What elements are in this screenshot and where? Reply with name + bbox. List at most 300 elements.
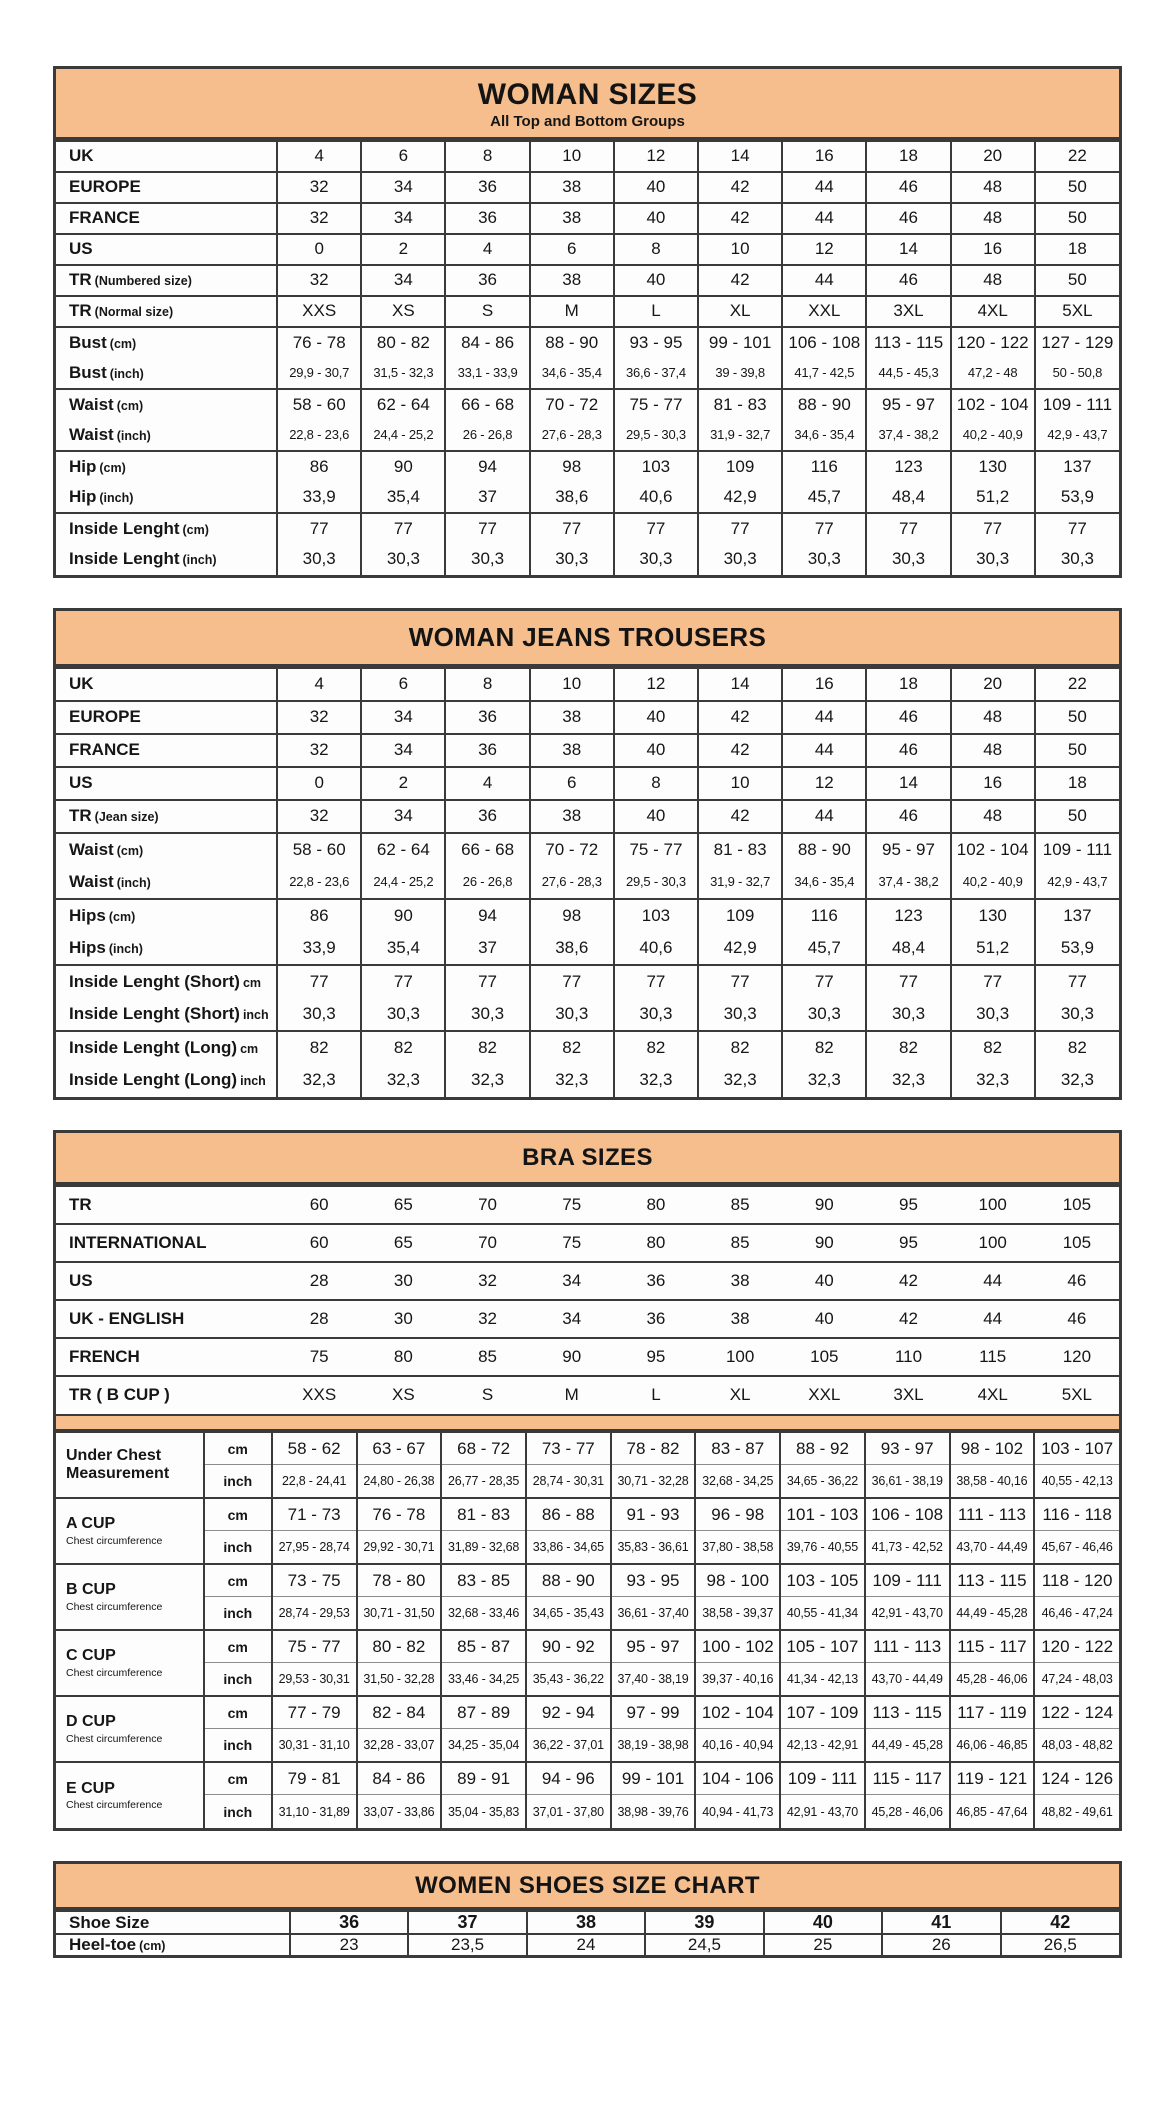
size-value: 22 [1035, 141, 1119, 172]
size-value: 33,1 - 33,9 [445, 358, 529, 389]
row-label-note: (cm) [139, 1939, 166, 1954]
size-value: 5XL [1035, 296, 1119, 327]
table-row [56, 833, 1119, 866]
row-label [56, 265, 277, 296]
size-value: 90 - 92 [526, 1630, 611, 1663]
size-value: 30,3 [698, 544, 782, 575]
table-row [56, 451, 1119, 482]
measurement-group-label [56, 1564, 204, 1630]
size-value: 95 - 97 [866, 833, 950, 866]
table-row [56, 296, 1119, 327]
size-value: 45,7 [782, 482, 866, 513]
size-value: 40 [614, 701, 698, 734]
size-value: 44,49 - 45,28 [950, 1597, 1035, 1630]
row-label [56, 866, 277, 899]
row-label-note: (cm) [116, 398, 144, 413]
size-value: 38,98 - 39,76 [611, 1795, 696, 1828]
size-value: 26 [882, 1934, 1000, 1955]
size-value: 32 [277, 172, 361, 203]
size-value: 37,4 - 38,2 [866, 420, 950, 451]
size-value: 46 [866, 734, 950, 767]
row-label-text: FRANCE [69, 208, 140, 227]
table-row [56, 1795, 1119, 1828]
size-value: 47,2 - 48 [951, 358, 1035, 389]
size-value: 26 - 26,8 [445, 420, 529, 451]
size-value: 2 [361, 767, 445, 800]
size-value: 44 [782, 800, 866, 833]
size-value: 6 [361, 141, 445, 172]
size-value: 32,68 - 33,46 [441, 1597, 526, 1630]
row-label [56, 668, 277, 701]
row-label-text: TR [69, 270, 92, 289]
row-label [56, 327, 277, 358]
row-label [56, 544, 277, 575]
size-value: 77 [951, 513, 1035, 544]
size-value: 77 [614, 513, 698, 544]
table-row [56, 932, 1119, 965]
size-value: 80 [614, 1186, 698, 1224]
size-value: 60 [277, 1224, 361, 1262]
women-shoes-table [53, 1861, 1122, 1958]
size-value: 50 [1035, 800, 1119, 833]
row-label-text: TR [69, 1194, 92, 1214]
table-row [56, 420, 1119, 451]
size-value: 85 [698, 1224, 782, 1262]
size-value: 32 [277, 800, 361, 833]
size-value: 32,3 [1035, 1064, 1119, 1097]
size-value: 45,67 - 46,46 [1034, 1531, 1119, 1564]
row-label-text: Heel-toe [69, 1935, 137, 1955]
size-value: XXL [782, 296, 866, 327]
size-value: 92 - 94 [526, 1696, 611, 1729]
size-value: 40 [614, 265, 698, 296]
size-value: 42,9 - 43,7 [1035, 866, 1119, 899]
size-value: 37 [408, 1911, 526, 1934]
size-value: 29,53 - 30,31 [272, 1663, 357, 1696]
size-value: L [614, 1376, 698, 1414]
size-value: 105 [1035, 1186, 1119, 1224]
row-label-note: (cm) [99, 460, 126, 475]
size-value: 42,9 [698, 482, 782, 513]
size-value: 39 - 39,8 [698, 358, 782, 389]
size-value: 107 - 109 [780, 1696, 865, 1729]
size-value: 109 - 111 [780, 1762, 865, 1795]
size-value: 27,6 - 28,3 [530, 420, 614, 451]
group-label-note: Chest circumference [66, 1799, 163, 1812]
size-value: 63 - 67 [357, 1432, 442, 1465]
size-value: 95 [866, 1224, 950, 1262]
size-value: 130 [951, 899, 1035, 932]
size-value: 85 - 87 [441, 1630, 526, 1663]
size-value: 34,6 - 35,4 [530, 358, 614, 389]
size-value: 38,58 - 40,16 [950, 1465, 1035, 1498]
size-value: 36 [290, 1911, 408, 1934]
row-label-text: Inside Lenght (Long) [69, 1070, 238, 1090]
size-value: 16 [951, 234, 1035, 265]
size-value: 77 [866, 965, 950, 998]
table-title: BRA SIZES [522, 1143, 653, 1171]
unit-label: cm [204, 1630, 272, 1663]
table-row [56, 1376, 1119, 1414]
size-value: 70 [445, 1186, 529, 1224]
size-value: 77 [361, 513, 445, 544]
row-label-note: (inch) [99, 490, 134, 505]
size-value: 10 [530, 668, 614, 701]
size-value: 43,70 - 44,49 [950, 1531, 1035, 1564]
size-value: 30,3 [951, 544, 1035, 575]
size-value: 73 - 75 [272, 1564, 357, 1597]
row-label-text: Waist [69, 424, 114, 444]
group-label-note: Chest circumference [66, 1666, 163, 1679]
size-value: 35,4 [361, 932, 445, 965]
size-value: 40 [614, 800, 698, 833]
table-subtitle: All Top and Bottom Groups [490, 112, 685, 130]
row-label [56, 701, 277, 734]
size-value: 30,3 [782, 998, 866, 1031]
row-label-text: FRANCE [69, 740, 140, 760]
size-value: 30,3 [782, 544, 866, 575]
size-value: 33,9 [277, 482, 361, 513]
size-value: 32 [445, 1262, 529, 1300]
row-label-note: (inch) [109, 366, 144, 381]
size-value: 88 - 90 [782, 833, 866, 866]
size-value: 8 [614, 767, 698, 800]
row-label-note: (cm) [182, 522, 209, 537]
size-value: 44 [782, 734, 866, 767]
size-value: 45,28 - 46,06 [865, 1795, 950, 1828]
size-value: 82 - 84 [357, 1696, 442, 1729]
row-label-note: (inch) [116, 428, 151, 443]
woman-jeans-grid [56, 667, 1119, 1097]
size-value: 85 [698, 1186, 782, 1224]
size-value: XL [698, 1376, 782, 1414]
size-value: 98 - 100 [695, 1564, 780, 1597]
size-value: 0 [277, 767, 361, 800]
size-value: 88 - 92 [780, 1432, 865, 1465]
unit-label: inch [204, 1597, 272, 1630]
woman-sizes-table [53, 66, 1122, 578]
size-value: 38 [530, 172, 614, 203]
size-value: 111 - 113 [950, 1498, 1035, 1531]
size-value: 42 [698, 203, 782, 234]
table-row [56, 389, 1119, 420]
size-value: 30,3 [1035, 544, 1119, 575]
unit-label: cm [204, 1564, 272, 1597]
size-value: 50 [1035, 172, 1119, 203]
size-value: 65 [361, 1224, 445, 1262]
size-value: 80 [361, 1338, 445, 1376]
size-value: 32 [277, 265, 361, 296]
size-value: 50 [1035, 203, 1119, 234]
size-value: 123 [866, 899, 950, 932]
size-value: 95 [866, 1186, 950, 1224]
size-value: 82 [361, 1031, 445, 1064]
size-value: 12 [614, 668, 698, 701]
size-value: 119 - 121 [950, 1762, 1035, 1795]
size-value: 39,37 - 40,16 [695, 1663, 780, 1696]
group-label-text: D CUP [66, 1713, 116, 1731]
size-value: 106 - 108 [782, 327, 866, 358]
size-value: 30,3 [614, 544, 698, 575]
row-label-text: FRENCH [69, 1346, 140, 1366]
size-value: 137 [1035, 899, 1119, 932]
size-value: 38 [698, 1262, 782, 1300]
row-label [56, 296, 277, 327]
size-value: 91 - 93 [611, 1498, 696, 1531]
size-value: 16 [782, 668, 866, 701]
size-value: 8 [445, 668, 529, 701]
group-label-text: C CUP [66, 1647, 116, 1665]
row-label-text: Shoe Size [69, 1912, 150, 1932]
size-value: 50 [1035, 734, 1119, 767]
size-value: XXL [782, 1376, 866, 1414]
size-value: 103 - 107 [1034, 1432, 1119, 1465]
row-label-note: inch [242, 1007, 269, 1022]
row-label-text: UK [69, 146, 94, 165]
size-value: 30,3 [530, 998, 614, 1031]
size-value: 4 [277, 668, 361, 701]
row-label-text: Inside Lenght (Short) [69, 971, 240, 991]
row-label-text: Inside Lenght (Long) [69, 1037, 238, 1057]
size-value: 40,2 - 40,9 [951, 420, 1035, 451]
size-value: 99 - 101 [611, 1762, 696, 1795]
size-value: 46 [866, 265, 950, 296]
group-label-note: Chest circumference [66, 1732, 163, 1745]
size-value: 76 - 78 [357, 1498, 442, 1531]
size-value: 109 - 111 [1035, 389, 1119, 420]
size-value: 6 [530, 234, 614, 265]
group-label-text: Under Chest Measurement [66, 1446, 170, 1482]
row-label-text: Waist [69, 839, 114, 859]
size-value: 27,95 - 28,74 [272, 1531, 357, 1564]
size-value: 3XL [866, 296, 950, 327]
size-value: 2 [361, 234, 445, 265]
bra-sizes-table-frame [53, 1130, 1122, 1831]
row-label [56, 451, 277, 482]
table-row [56, 800, 1119, 833]
size-value: 26,77 - 28,35 [441, 1465, 526, 1498]
size-value: 12 [614, 141, 698, 172]
size-value: 41 [882, 1911, 1000, 1934]
size-value: 38 [530, 734, 614, 767]
row-label [56, 420, 277, 451]
row-label-note: inch [240, 1074, 266, 1089]
size-value: 70 [445, 1224, 529, 1262]
size-value: 18 [866, 141, 950, 172]
size-value: 42 [698, 800, 782, 833]
measurement-group-label [56, 1762, 204, 1828]
size-value: 97 - 99 [611, 1696, 696, 1729]
size-value: 46 [866, 172, 950, 203]
row-label-note: (Jean size) [94, 810, 159, 825]
size-value: 46 [1035, 1262, 1119, 1300]
size-value: 44 [951, 1262, 1035, 1300]
unit-label: inch [204, 1795, 272, 1828]
size-value: 78 - 82 [611, 1432, 696, 1465]
size-value: 102 - 104 [695, 1696, 780, 1729]
size-value: 100 [951, 1186, 1035, 1224]
size-value: 120 - 122 [951, 327, 1035, 358]
size-value: 82 [530, 1031, 614, 1064]
size-value: 5XL [1035, 1376, 1119, 1414]
row-label [56, 389, 277, 420]
size-value: 98 [530, 451, 614, 482]
size-value: 46 [866, 203, 950, 234]
table-row [56, 482, 1119, 513]
size-value: 83 - 87 [695, 1432, 780, 1465]
size-value: 77 [445, 965, 529, 998]
size-value: 31,89 - 32,68 [441, 1531, 526, 1564]
row-label [56, 513, 277, 544]
size-value: 14 [866, 767, 950, 800]
group-label-note: Chest circumference [66, 1534, 163, 1547]
size-value: 32 [277, 701, 361, 734]
row-label [56, 1224, 277, 1262]
size-value: 102 - 104 [951, 389, 1035, 420]
size-value: 95 - 97 [866, 389, 950, 420]
size-value: 89 - 91 [441, 1762, 526, 1795]
size-value: 77 - 79 [272, 1696, 357, 1729]
size-value: 25 [764, 1934, 882, 1955]
women-shoes-table-frame [53, 1861, 1122, 1958]
size-value: 75 [277, 1338, 361, 1376]
size-value: XS [361, 296, 445, 327]
size-value: 30 [361, 1300, 445, 1338]
row-label-text: Waist [69, 871, 114, 891]
size-value: 28 [277, 1262, 361, 1300]
size-value: 77 [277, 965, 361, 998]
size-value: 50 - 50,8 [1035, 358, 1119, 389]
size-value: 4 [445, 767, 529, 800]
row-label [56, 1376, 277, 1414]
size-value: 34,6 - 35,4 [782, 866, 866, 899]
size-value: 30,3 [614, 998, 698, 1031]
woman-jeans-table [53, 608, 1122, 1100]
size-value: 28 [277, 1300, 361, 1338]
row-label-text: UK [69, 674, 94, 694]
size-value: 90 [361, 451, 445, 482]
size-value: 36 [445, 265, 529, 296]
size-chart-sheet [53, 66, 1122, 1958]
table-row [56, 866, 1119, 899]
size-value: 20 [951, 141, 1035, 172]
size-value: 37 [445, 932, 529, 965]
size-value: 40 [614, 172, 698, 203]
size-value: 12 [782, 767, 866, 800]
size-value: 48 [951, 701, 1035, 734]
size-value: 82 [445, 1031, 529, 1064]
size-value: 45,7 [782, 932, 866, 965]
unit-label: cm [204, 1762, 272, 1795]
size-value: 42,91 - 43,70 [865, 1597, 950, 1630]
size-value: 70 - 72 [530, 833, 614, 866]
size-value: 83 - 85 [441, 1564, 526, 1597]
row-label [56, 998, 277, 1031]
size-value: 42,13 - 42,91 [780, 1729, 865, 1762]
size-value: 10 [698, 767, 782, 800]
table-row [56, 544, 1119, 575]
size-value: 14 [698, 668, 782, 701]
size-value: 42 [866, 1300, 950, 1338]
size-value: 32,3 [698, 1064, 782, 1097]
size-value: 77 [614, 965, 698, 998]
size-value: 41,34 - 42,13 [780, 1663, 865, 1696]
size-value: 104 - 106 [695, 1762, 780, 1795]
table-row [56, 1300, 1119, 1338]
row-label [56, 1031, 277, 1064]
table-row [56, 203, 1119, 234]
size-value: 30,3 [361, 998, 445, 1031]
size-value: 36 [445, 172, 529, 203]
table-row [56, 1531, 1119, 1564]
row-label [56, 1934, 290, 1955]
row-label-text: Bust [69, 332, 107, 352]
row-label-note: cm [240, 1041, 259, 1056]
size-value: 33,86 - 34,65 [526, 1531, 611, 1564]
size-value: 34 [530, 1300, 614, 1338]
table-row [56, 998, 1119, 1031]
size-value: 95 - 97 [611, 1630, 696, 1663]
size-value: XXS [277, 1376, 361, 1414]
row-label [56, 141, 277, 172]
size-value: 48 [951, 265, 1035, 296]
size-value: 44,49 - 45,28 [865, 1729, 950, 1762]
row-label [56, 767, 277, 800]
row-label [56, 172, 277, 203]
size-value: 90 [361, 899, 445, 932]
size-value: 73 - 77 [526, 1432, 611, 1465]
size-value: 37,80 - 38,58 [695, 1531, 780, 1564]
size-value: 66 - 68 [445, 389, 529, 420]
row-label-text: EUROPE [69, 707, 141, 727]
size-value: 77 [782, 965, 866, 998]
table-title: WOMAN JEANS TROUSERS [408, 621, 767, 652]
size-value: 3XL [866, 1376, 950, 1414]
row-label-text: Waist [69, 394, 114, 414]
size-value: 26 - 26,8 [445, 866, 529, 899]
size-value: 30,3 [277, 998, 361, 1031]
size-value: 113 - 115 [865, 1696, 950, 1729]
size-value: 45,28 - 46,06 [950, 1663, 1035, 1696]
size-value: 14 [866, 234, 950, 265]
size-value: 34 [361, 734, 445, 767]
group-label-note: Chest circumference [66, 1600, 163, 1613]
table-row [56, 141, 1119, 172]
size-value: 35,04 - 35,83 [441, 1795, 526, 1828]
size-value: 88 - 90 [526, 1564, 611, 1597]
size-value: 82 [277, 1031, 361, 1064]
size-value: 82 [782, 1031, 866, 1064]
size-value: 36,22 - 37,01 [526, 1729, 611, 1762]
size-value: 42,9 [698, 932, 782, 965]
size-value: 42 [698, 172, 782, 203]
size-value: 109 [698, 451, 782, 482]
size-value: 68 - 72 [441, 1432, 526, 1465]
row-label-text: Hip [69, 456, 97, 476]
size-value: 32,3 [530, 1064, 614, 1097]
row-label [56, 482, 277, 513]
size-value: 124 - 126 [1034, 1762, 1119, 1795]
size-value: 34 [361, 265, 445, 296]
table-row [56, 1762, 1119, 1795]
woman-jeans-table-frame [53, 608, 1122, 1100]
size-value: 32,3 [277, 1064, 361, 1097]
size-value: 16 [782, 141, 866, 172]
table-title: WOMEN SHOES SIZE CHART [415, 1871, 760, 1899]
size-value: 37,40 - 38,19 [611, 1663, 696, 1696]
size-value: 22 [1035, 668, 1119, 701]
size-value: 60 [277, 1186, 361, 1224]
